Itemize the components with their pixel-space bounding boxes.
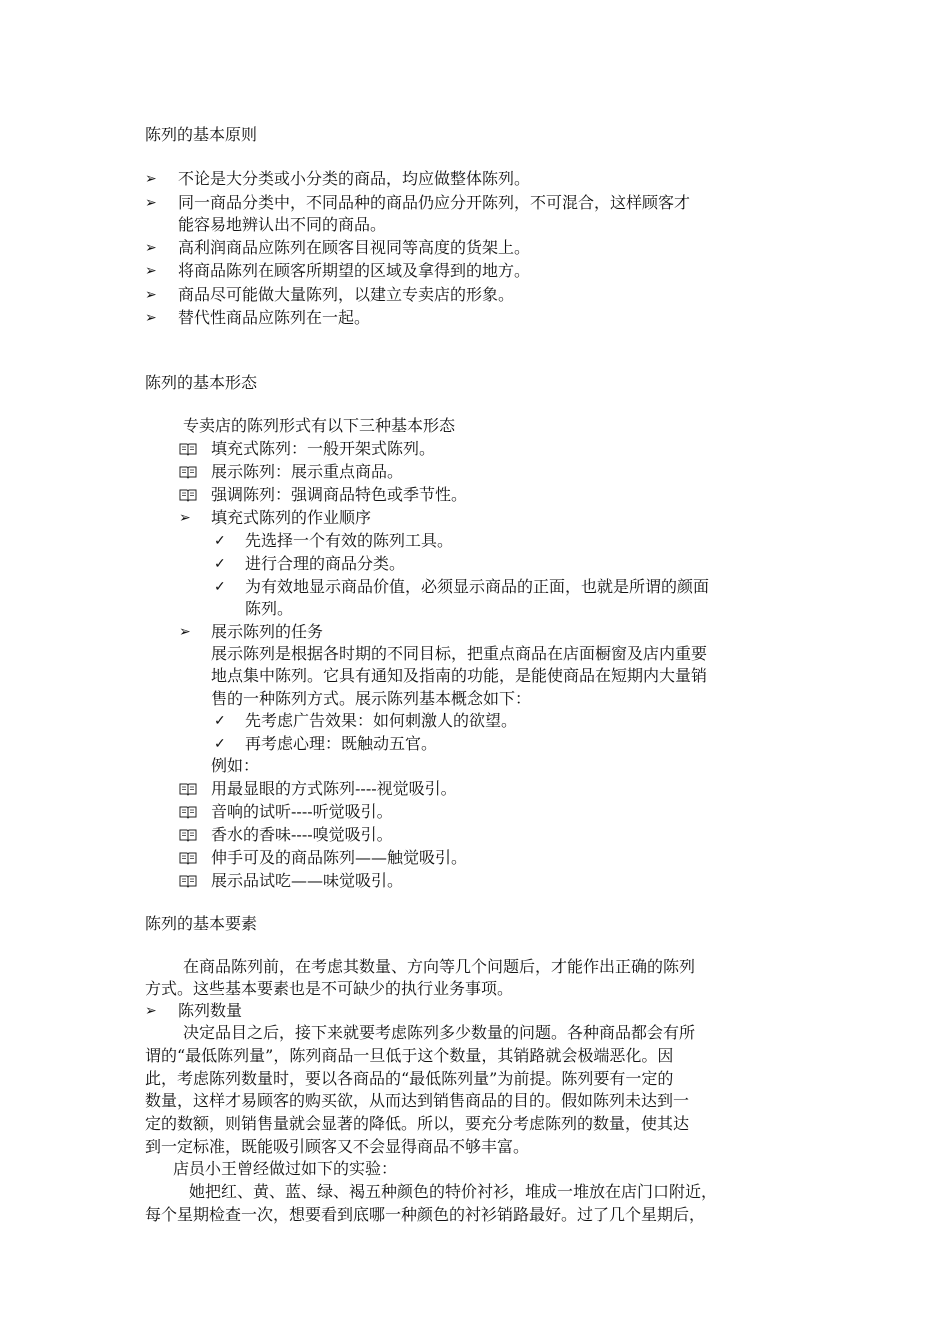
list-item: 再考虑心理：既触动五官。 <box>245 734 438 753</box>
paragraph-line: 地点集中陈列。它具有通知及指南的功能，是能使商品在短期内大量销 <box>211 666 708 685</box>
list-item: 高利润商品应陈列在顾客目视同等高度的货架上。 <box>178 238 531 257</box>
list-item: 同一商品分类中，不同品种的商品仍应分开陈列，不可混合，这样顾客才 <box>178 193 691 212</box>
list-item: 替代性商品应陈列在一起。 <box>178 308 371 327</box>
paragraph-line: 方式。这些基本要素也是不可缺少的执行业务事项。 <box>145 979 514 998</box>
paragraph-line: 到一定标准，既能吸引顾客又不会显得商品不够丰富。 <box>145 1137 530 1156</box>
list-item: 进行合理的商品分类。 <box>245 554 406 573</box>
open-book-icon <box>179 488 197 502</box>
list-item: 为有效地显示商品价值，必须显示商品的正面，也就是所谓的颜面 <box>245 577 710 596</box>
list-item: 展示品试吃——味觉吸引。 <box>211 871 404 890</box>
display-task-title: 展示陈列的任务 <box>211 622 324 641</box>
arrow-bullet-icon: ➢ <box>145 1003 157 1019</box>
arrow-bullet-icon: ➢ <box>145 240 157 256</box>
list-item: 先考虑广告效果：如何刺激人的欲望。 <box>245 711 518 730</box>
arrow-bullet-icon: ➢ <box>179 624 191 640</box>
list-item-continuation: 能容易地辨认出不同的商品。 <box>178 215 387 234</box>
paragraph-line: 她把红、黄、蓝、绿、褐五种颜色的特价衬衫，堆成一堆放在店门口附近， <box>189 1182 718 1201</box>
paragraph-line: 此，考虑陈列数量时，要以各商品的“最低陈列量”为前提。陈列要有一定的 <box>145 1069 674 1088</box>
open-book-icon <box>179 782 197 796</box>
list-item: 用最显眼的方式陈列----视觉吸引。 <box>211 779 457 798</box>
open-book-icon <box>179 851 197 865</box>
list-item: 音响的试听----听觉吸引。 <box>211 802 393 821</box>
section-title-forms: 陈列的基本形态 <box>145 373 258 392</box>
arrow-bullet-icon: ➢ <box>145 287 157 303</box>
check-bullet-icon: ✓ <box>214 556 226 572</box>
arrow-bullet-icon: ➢ <box>145 195 157 211</box>
list-item: 商品尽可能做大量陈列，以建立专卖店的形象。 <box>178 285 515 304</box>
arrow-bullet-icon: ➢ <box>145 263 157 279</box>
list-item: 先选择一个有效的陈列工具。 <box>245 531 454 550</box>
check-bullet-icon: ✓ <box>214 713 226 729</box>
paragraph-line: 售的一种陈列方式。展示陈列基本概念如下： <box>211 689 532 708</box>
open-book-icon <box>179 442 197 456</box>
check-bullet-icon: ✓ <box>214 579 226 595</box>
arrow-bullet-icon: ➢ <box>145 310 157 326</box>
list-item: 香水的香味----嗅觉吸引。 <box>211 825 393 844</box>
open-book-icon <box>179 805 197 819</box>
paragraph-line: 决定品目之后，接下来就要考虑陈列多少数量的问题。各种商品都会有所 <box>183 1023 696 1042</box>
arrow-bullet-icon: ➢ <box>145 171 157 187</box>
paragraph-line: 在商品陈列前，在考虑其数量、方向等几个问题后，才能作出正确的陈列 <box>183 957 696 976</box>
list-item: 展示陈列：展示重点商品。 <box>211 462 404 481</box>
check-bullet-icon: ✓ <box>214 533 226 549</box>
quantity-title: 陈列数量 <box>178 1001 243 1020</box>
paragraph-line: 定的数额，则销售量就会显著的降低。所以，要充分考虑陈列的数量，使其达 <box>145 1114 690 1133</box>
check-bullet-icon: ✓ <box>214 736 226 752</box>
paragraph-line: 谓的“最低陈列量”，陈列商品一旦低于这个数量，其销路就会极端恶化。因 <box>145 1046 674 1065</box>
open-book-icon <box>179 465 197 479</box>
list-item: 伸手可及的商品陈列——触觉吸引。 <box>211 848 468 867</box>
experiment-intro: 店员小王曾经做过如下的实验： <box>173 1159 398 1178</box>
open-book-icon <box>179 874 197 888</box>
list-item: 填充式陈列：一般开架式陈列。 <box>211 439 436 458</box>
list-item-continuation: 陈列。 <box>245 599 294 618</box>
open-book-icon <box>179 828 197 842</box>
forms-intro: 专卖店的陈列形式有以下三种基本形态 <box>183 416 456 435</box>
paragraph-line: 展示陈列是根据各时期的不同目标，把重点商品在店面橱窗及店内重要 <box>211 644 708 663</box>
paragraph-line: 每个星期检查一次，想要看到底哪一种颜色的衬衫销路最好。过了几个星期后， <box>145 1205 706 1224</box>
section-title-principles: 陈列的基本原则 <box>145 125 258 144</box>
section-title-elements: 陈列的基本要素 <box>145 914 258 933</box>
list-item: 将商品陈列在顾客所期望的区域及拿得到的地方。 <box>178 261 531 280</box>
fill-display-title: 填充式陈列的作业顺序 <box>211 508 372 527</box>
list-item: 不论是大分类或小分类的商品，均应做整体陈列。 <box>178 169 531 188</box>
example-label: 例如： <box>211 756 260 775</box>
list-item: 强调陈列：强调商品特色或季节性。 <box>211 485 468 504</box>
arrow-bullet-icon: ➢ <box>179 510 191 526</box>
paragraph-line: 数量，这样才易顾客的购买欲，从而达到销售商品的目的。假如陈列未达到一 <box>145 1091 690 1110</box>
